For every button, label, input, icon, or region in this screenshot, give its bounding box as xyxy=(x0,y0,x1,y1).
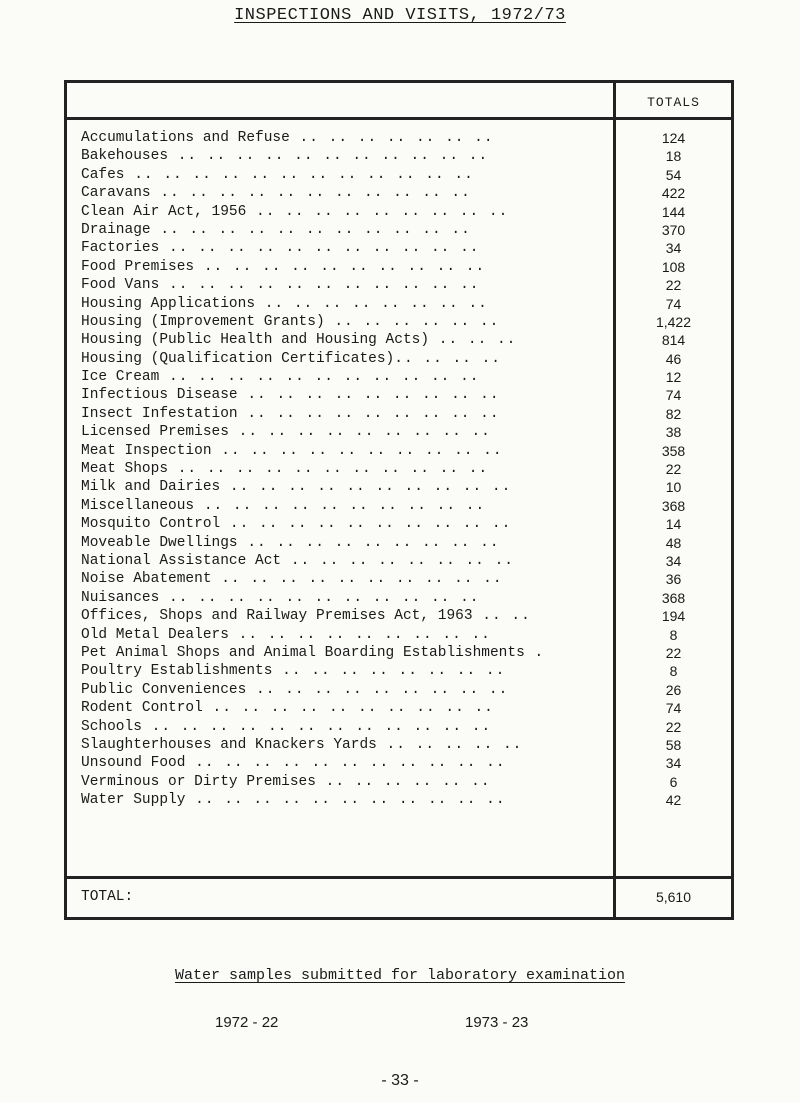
row-leader-dots: .. .. .. .. .. .. xyxy=(324,313,500,330)
row-label-text: Housing Applications xyxy=(81,295,256,312)
row-label-text: Pet Animal Shops and Animal Boarding Establishments xyxy=(81,644,525,661)
row-label-text: Schools xyxy=(81,718,142,735)
row-value: 22 xyxy=(665,644,682,661)
table-row xyxy=(67,405,731,423)
table-row xyxy=(67,662,731,680)
row-label-text: Poultry Establishments xyxy=(81,663,273,680)
table-row xyxy=(67,184,731,202)
row-value: 74 xyxy=(665,700,682,717)
row-label xyxy=(81,295,606,313)
table-row xyxy=(67,497,731,515)
inspections-table xyxy=(64,80,734,920)
row-label xyxy=(81,331,606,349)
total-label: TOTAL: xyxy=(81,889,134,905)
row-label xyxy=(81,386,606,404)
row-value: 74 xyxy=(665,387,682,404)
table-row xyxy=(67,718,731,736)
row-label-text: Housing (Qualification Certificates) xyxy=(81,350,395,367)
row-value: 74 xyxy=(665,295,682,312)
row-label xyxy=(81,129,606,147)
table-row xyxy=(67,681,731,699)
row-leader-dots: .. .. xyxy=(472,608,531,625)
row-leader-dots: .. .. .. .. .. .. .. .. .. .. .. xyxy=(168,461,489,478)
row-value: 58 xyxy=(665,736,682,753)
water-samples-1973: 1973 - 23 xyxy=(465,1014,529,1031)
table-row xyxy=(67,442,731,460)
row-label xyxy=(81,203,606,221)
row-label-text: Infectious Disease xyxy=(81,387,238,404)
row-label-text: Nuisances xyxy=(81,589,160,606)
row-value: 18 xyxy=(665,148,682,165)
row-label-text: Rodent Control xyxy=(81,700,203,717)
row-label-text: Milk and Dairies xyxy=(81,479,221,496)
row-label xyxy=(81,497,606,515)
table-row xyxy=(67,423,731,441)
table-row xyxy=(67,754,731,772)
row-label xyxy=(81,350,606,368)
row-value: 34 xyxy=(665,240,682,257)
table-row xyxy=(67,295,731,313)
row-value: 422 xyxy=(661,185,686,202)
table-header xyxy=(67,83,731,120)
row-leader-dots: .. .. .. .. .. .. .. .. .. .. .. xyxy=(159,589,480,606)
row-label-text: Meat Inspection xyxy=(81,442,212,459)
row-leader-dots: .. .. .. .. .. .. .. .. xyxy=(272,663,506,680)
row-label xyxy=(81,626,606,644)
row-label-text: Mosquito Control xyxy=(81,516,221,533)
row-leader-dots: .. .. .. .. .. .. .. .. .. .. .. xyxy=(185,755,506,772)
heading-text: INSPECTIONS AND VISITS, 1972/73 xyxy=(234,6,566,25)
row-label xyxy=(81,258,606,276)
row-leader-dots: .. .. .. .. .. .. .. .. .. xyxy=(237,534,500,551)
row-leader-dots: .. .. .. .. .. .. .. .. xyxy=(255,295,488,312)
table-row xyxy=(67,203,731,221)
row-label xyxy=(81,681,606,699)
table-row xyxy=(67,791,731,809)
row-label xyxy=(81,405,606,423)
row-value: 108 xyxy=(661,258,686,275)
row-label-text: Factories xyxy=(81,240,160,257)
row-leader-dots: .. .. .. .. .. .. .. .. .. .. xyxy=(194,497,486,514)
table-row xyxy=(67,460,731,478)
table-row xyxy=(67,276,731,294)
row-label xyxy=(81,718,606,736)
row-label-text: Slaughterhouses and Knackers Yards xyxy=(81,736,377,753)
row-label-text: Cafes xyxy=(81,166,125,183)
table-row xyxy=(67,368,731,386)
row-label-text: Water Supply xyxy=(81,792,186,809)
row-value: 34 xyxy=(665,755,682,772)
row-label-text: Housing (Improvement Grants) xyxy=(81,313,325,330)
page-heading xyxy=(0,6,800,25)
row-label-text: Clean Air Act, 1956 xyxy=(81,203,247,220)
row-label xyxy=(81,552,606,570)
table-row xyxy=(67,644,731,662)
row-label-text: Insect Infestation xyxy=(81,405,238,422)
row-leader-dots: .. .. .. .. .. .. .. .. .. xyxy=(228,424,491,441)
row-label xyxy=(81,184,606,202)
row-label xyxy=(81,791,606,809)
row-label xyxy=(81,460,606,478)
row-leader-dots: .. .. .. .. .. .. .. .. .. xyxy=(237,387,500,404)
row-value: 48 xyxy=(665,534,682,551)
table-row xyxy=(67,534,731,552)
row-label xyxy=(81,368,606,386)
row-value: 8 xyxy=(669,626,678,643)
row-label xyxy=(81,644,606,662)
row-leader-dots: .. .. .. .. .. .. .. .. .. .. xyxy=(194,258,486,275)
row-value: 36 xyxy=(665,571,682,588)
row-leader-dots: .. .. .. .. .. .. .. .. .. .. xyxy=(220,479,512,496)
row-leader-dots: .. .. .. .. .. .. .. .. .. .. xyxy=(211,442,503,459)
row-label xyxy=(81,515,606,533)
row-value: 8 xyxy=(669,663,678,680)
table-row xyxy=(67,736,731,754)
row-leader-dots: .. .. .. .. .. .. .. .. .. .. .. xyxy=(168,148,489,165)
table-row xyxy=(67,552,731,570)
row-label xyxy=(81,754,606,772)
table-row xyxy=(67,331,731,349)
row-label-text: Moveable Dwellings xyxy=(81,534,238,551)
table-row xyxy=(67,147,731,165)
total-row xyxy=(67,876,731,917)
row-value: 194 xyxy=(661,608,686,625)
row-label xyxy=(81,313,606,331)
table-row xyxy=(67,589,731,607)
table-row xyxy=(67,626,731,644)
row-leader-dots: .. .. .. .. xyxy=(394,350,501,367)
row-leader-dots: .. .. .. .. .. .. xyxy=(315,773,491,790)
row-value: 12 xyxy=(665,369,682,386)
table-row xyxy=(67,386,731,404)
row-label xyxy=(81,221,606,239)
row-value: 10 xyxy=(665,479,682,496)
row-value: 22 xyxy=(665,461,682,478)
row-leader-dots: . xyxy=(524,644,545,661)
row-label-text: Public Conveniences xyxy=(81,681,247,698)
table-row xyxy=(67,773,731,791)
row-label xyxy=(81,423,606,441)
table-row xyxy=(67,350,731,368)
row-leader-dots: .. .. .. .. .. .. .. .. .. xyxy=(237,405,500,422)
row-leader-dots: .. .. .. .. .. .. .. .. .. .. .. xyxy=(185,792,506,809)
row-label-text: Meat Shops xyxy=(81,461,169,478)
row-leader-dots: .. .. .. .. .. .. .. .. .. .. .. xyxy=(150,185,471,202)
row-value: 358 xyxy=(661,442,686,459)
row-leader-dots: .. .. .. .. .. .. .. .. .. .. .. .. xyxy=(124,166,474,183)
page-number: - 33 - xyxy=(381,1072,419,1089)
row-value: 34 xyxy=(665,552,682,569)
row-value: 814 xyxy=(661,332,686,349)
row-leader-dots: .. .. .. .. .. .. .. .. .. .. xyxy=(220,516,512,533)
row-leader-dots: .. .. .. .. .. .. .. .. .. xyxy=(246,681,509,698)
row-label xyxy=(81,239,606,257)
table-row xyxy=(67,313,731,331)
row-value: 368 xyxy=(661,589,686,606)
row-value: 368 xyxy=(661,497,686,514)
row-label-text: Miscellaneous xyxy=(81,497,195,514)
row-label xyxy=(81,699,606,717)
row-label-text: Housing (Public Health and Housing Acts) xyxy=(81,332,430,349)
row-value: 144 xyxy=(661,203,686,220)
table-row xyxy=(67,221,731,239)
row-label xyxy=(81,276,606,294)
row-label xyxy=(81,736,606,754)
row-leader-dots: .. .. .. .. .. .. .. .. .. .. .. xyxy=(159,369,480,386)
row-label xyxy=(81,166,606,184)
table-row xyxy=(67,166,731,184)
totals-column-header: TOTALS xyxy=(647,95,700,110)
total-value: 5,610 xyxy=(655,889,692,905)
table-row xyxy=(67,607,731,625)
row-value: 82 xyxy=(665,405,682,422)
row-leader-dots: .. .. .. .. .. .. .. .. .. .. .. xyxy=(159,240,480,257)
row-leader-dots: .. .. .. .. .. .. .. .. xyxy=(281,552,514,569)
row-label-text: Verminous or Dirty Premises xyxy=(81,773,316,790)
row-label-text: Offices, Shops and Railway Premises Act, 1963 xyxy=(81,608,473,625)
row-leader-dots: .. .. .. .. .. .. .. .. .. .. .. xyxy=(150,221,471,238)
row-value: 124 xyxy=(661,130,686,146)
row-value: 6 xyxy=(669,773,678,790)
row-label xyxy=(81,589,606,607)
row-label xyxy=(81,607,606,625)
row-value: 54 xyxy=(665,166,682,183)
water-samples-1972: 1972 - 22 xyxy=(215,1014,279,1031)
row-label-text: Licensed Premises xyxy=(81,424,229,441)
water-samples-title-text: Water samples submitted for laboratory examination xyxy=(174,967,626,984)
row-leader-dots: .. .. .. .. .. .. .. xyxy=(289,130,494,146)
row-value: 370 xyxy=(661,221,686,238)
row-label-text: Accumulations and Refuse xyxy=(81,130,290,146)
table-row xyxy=(67,239,731,257)
row-leader-dots: .. .. .. .. .. .. .. .. .. .. .. .. xyxy=(141,718,492,735)
table-row xyxy=(67,258,731,276)
row-leader-dots: .. .. .. .. .. .. .. .. .. .. xyxy=(211,571,503,588)
row-label xyxy=(81,478,606,496)
row-label-text: Food Vans xyxy=(81,277,160,294)
table-body xyxy=(67,129,731,809)
row-value: 14 xyxy=(665,516,682,533)
row-label-text: Food Premises xyxy=(81,258,195,275)
water-samples-title xyxy=(0,967,800,984)
row-value: 22 xyxy=(665,277,682,294)
table-row xyxy=(67,478,731,496)
row-leader-dots: .. .. .. .. .. xyxy=(376,736,523,753)
row-value: 46 xyxy=(665,350,682,367)
row-label-text: Caravans xyxy=(81,185,151,202)
row-label xyxy=(81,147,606,165)
row-label xyxy=(81,534,606,552)
table-row xyxy=(67,570,731,588)
row-label-text: Old Metal Dealers xyxy=(81,626,229,643)
row-label-text: Noise Abatement xyxy=(81,571,212,588)
row-label xyxy=(81,442,606,460)
row-label-text: Unsound Food xyxy=(81,755,186,772)
row-label xyxy=(81,662,606,680)
row-leader-dots: .. .. .. .. .. .. .. .. .. .. xyxy=(202,700,494,717)
row-value: 22 xyxy=(665,718,682,735)
row-label-text: Drainage xyxy=(81,221,151,238)
row-value: 38 xyxy=(665,424,682,441)
row-label-text: National Assistance Act xyxy=(81,552,282,569)
row-label-text: Bakehouses xyxy=(81,148,169,165)
row-label xyxy=(81,773,606,791)
row-value: 26 xyxy=(665,681,682,698)
row-label-text: Ice Cream xyxy=(81,369,160,386)
table-row xyxy=(67,515,731,533)
table-row xyxy=(67,699,731,717)
row-leader-dots: .. .. .. .. .. .. .. .. .. xyxy=(246,203,509,220)
table-row xyxy=(67,129,731,147)
row-value: 1,422 xyxy=(655,313,692,330)
row-leader-dots: .. .. .. .. .. .. .. .. .. .. .. xyxy=(159,277,480,294)
row-leader-dots: .. .. .. xyxy=(429,332,517,349)
row-leader-dots: .. .. .. .. .. .. .. .. .. xyxy=(228,626,491,643)
row-label xyxy=(81,570,606,588)
row-value: 42 xyxy=(665,792,682,809)
